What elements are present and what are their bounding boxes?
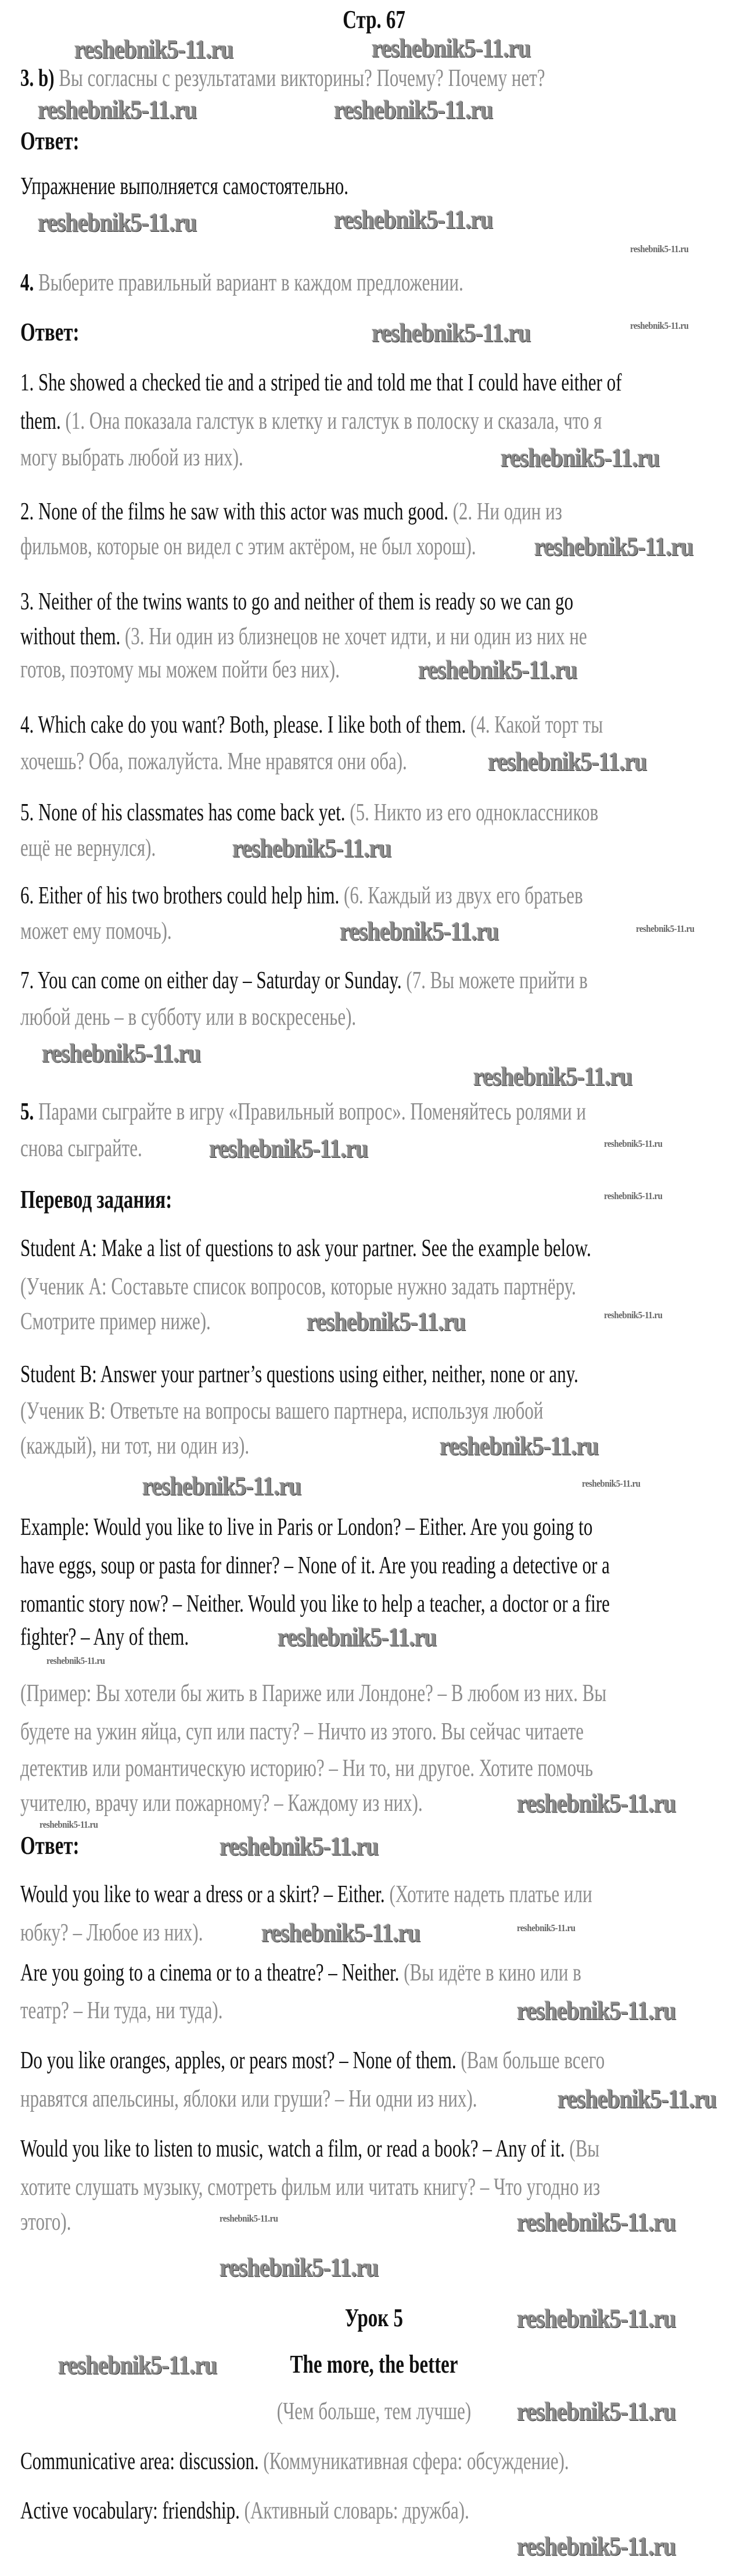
watermark: reshebnik5-11.ru xyxy=(630,244,689,255)
watermark: reshebnik5-11.ru xyxy=(372,317,531,348)
russian-translation: Вы согласны с результатами викторины? Почему? Почему нет? xyxy=(54,64,545,92)
english-text: Student B: Answer your partner’s questions using either, neither, none or any. xyxy=(20,1360,578,1388)
heading-text: Стр. 67 xyxy=(343,6,405,34)
text-line xyxy=(20,1679,606,1707)
russian-translation: этого). xyxy=(20,2208,71,2236)
russian-translation: Выберите правильный вариант в каждом предложении. xyxy=(34,268,463,296)
watermark: reshebnik5-11.ru xyxy=(220,2213,278,2225)
russian-translation: готов, поэтому мы можем пойти без них). xyxy=(20,655,340,683)
watermark: reshebnik5-11.ru xyxy=(473,1061,632,1092)
russian-translation: (3. Ни один из близнецов не хочет идти, и ни один из них не xyxy=(120,622,587,650)
text-line xyxy=(20,497,562,526)
section-heading xyxy=(20,1186,172,1214)
watermark: reshebnik5-11.ru xyxy=(418,654,577,685)
russian-translation: (Коммуникативная сфера: обсуждение). xyxy=(258,2447,569,2475)
text-line xyxy=(20,2173,600,2201)
watermark: reshebnik5-11.ru xyxy=(220,2252,379,2283)
text-line xyxy=(20,532,476,561)
section-heading xyxy=(20,318,80,347)
text-line xyxy=(20,917,172,945)
text-line xyxy=(20,622,587,651)
russian-translation: (Чем больше, тем лучше) xyxy=(276,2397,472,2425)
text-line xyxy=(20,1272,576,1301)
russian-translation: Смотрите пример ниже). xyxy=(20,1307,211,1335)
russian-translation: фильмов, которые он видел с этим актёром, не был хорош). xyxy=(20,532,476,560)
watermark: reshebnik5-11.ru xyxy=(517,1995,676,2026)
english-text: without them. xyxy=(20,622,121,650)
english-text: have eggs, soup or pasta for dinner? – None of it. Are you reading a detective or a xyxy=(20,1551,610,1579)
russian-translation: (2. Ни один из xyxy=(448,497,562,525)
section-heading xyxy=(343,6,405,34)
english-text: Are you going to a cinema or to a theatre? – Neither. xyxy=(20,1958,400,1986)
russian-translation: могу выбрать любой из них). xyxy=(20,443,243,471)
text-line xyxy=(20,798,598,827)
watermark: reshebnik5-11.ru xyxy=(630,321,689,332)
text-line xyxy=(20,2085,477,2113)
english-text: them. xyxy=(20,407,61,435)
heading-text: Урок 5 xyxy=(344,2304,404,2333)
russian-translation: учителю, врачу или пожарному? – Каждому из них). xyxy=(20,1789,423,1817)
english-text: 2. None of the films he saw with this actor was much good. xyxy=(20,497,448,525)
text-line xyxy=(20,443,243,472)
exercise-number: 3. b) xyxy=(20,64,55,92)
watermark: reshebnik5-11.ru xyxy=(517,2303,676,2334)
text-line xyxy=(20,1789,423,1817)
english-text: Example: Would you like to live in Paris or London? – Either. Are you going to xyxy=(20,1513,593,1541)
russian-translation: нравятся апельсины, яблоки или груши? – Ни одни из них). xyxy=(20,2085,477,2112)
english-text: romantic story now? – Neither. Would you like to help a teacher, a doctor or a fire xyxy=(20,1590,610,1617)
text-line xyxy=(20,1397,543,1425)
russian-translation: хотите слушать музыку, смотреть фильм или читать книгу? – Что угодно из xyxy=(20,2173,600,2201)
watermark: reshebnik5-11.ru xyxy=(142,1470,301,1501)
text-line xyxy=(20,881,583,910)
russian-translation: (Ученик А: Составьте список вопросов, которые нужно задать партнёру. xyxy=(20,1272,576,1300)
russian-translation: (Вы xyxy=(564,2134,600,2162)
russian-translation: (Активный словарь: дружба). xyxy=(239,2496,469,2524)
russian-translation: любой день – в субботу или в воскресенье). xyxy=(20,1003,357,1031)
text-line xyxy=(20,834,156,862)
watermark: reshebnik5-11.ru xyxy=(74,34,233,64)
english-text: Communicative area: discussion. xyxy=(20,2447,259,2475)
english-text: 7. You can come on either day – Saturday or Sunday. xyxy=(20,966,402,994)
russian-translation: будете на ужин яйца, суп или пасту? – Ничто из этого. Вы сейчас читаете xyxy=(20,1717,584,1745)
watermark: reshebnik5-11.ru xyxy=(334,204,493,235)
watermark: reshebnik5-11.ru xyxy=(582,1479,641,1490)
heading-text: Ответ: xyxy=(20,318,80,347)
text-line xyxy=(20,2447,569,2475)
text-line xyxy=(20,747,407,776)
russian-translation: снова сыграйте. xyxy=(20,1134,142,1162)
text-line xyxy=(20,587,573,616)
watermark: reshebnik5-11.ru xyxy=(307,1306,466,1337)
text-line xyxy=(20,64,545,92)
russian-translation: (7. Вы можете прийти в xyxy=(401,966,588,994)
english-text: Do you like oranges, apples, or pears most? – None of them. xyxy=(20,2046,456,2074)
text-line xyxy=(20,966,588,995)
english-text: Active vocabulary: friendship. xyxy=(20,2496,240,2524)
russian-translation: (4. Какой торт ты xyxy=(466,711,603,738)
text-line xyxy=(20,1590,610,1618)
text-line xyxy=(20,1431,249,1460)
text-line xyxy=(20,1623,189,1651)
text-line xyxy=(20,2208,71,2236)
russian-translation: (Ученик В: Ответьте на вопросы вашего партнера, используя любой xyxy=(20,1397,544,1425)
english-text: Student A: Make a list of questions to ask your partner. See the example below. xyxy=(20,1234,591,1262)
english-text: Would you like to listen to music, watch a film, or read a book? – Any of it. xyxy=(20,2134,565,2162)
text-line xyxy=(20,2046,605,2075)
watermark: reshebnik5-11.ru xyxy=(604,1139,663,1150)
text-line xyxy=(20,1880,592,1908)
english-text: 3. Neither of the twins wants to go and neither of them is ready so we can go xyxy=(20,587,574,615)
text-line xyxy=(20,1307,211,1336)
watermark: reshebnik5-11.ru xyxy=(534,531,693,562)
watermark: reshebnik5-11.ru xyxy=(39,1820,98,1831)
section-heading xyxy=(20,1832,80,1860)
watermark: reshebnik5-11.ru xyxy=(261,1917,420,1948)
watermark: reshebnik5-11.ru xyxy=(501,442,660,473)
watermark: reshebnik5-11.ru xyxy=(38,94,197,125)
text-line xyxy=(20,1003,356,1031)
text-line xyxy=(20,1754,593,1782)
watermark: reshebnik5-11.ru xyxy=(58,2349,217,2380)
english-text: Упражнение выполняется самостоятельно. xyxy=(20,172,349,200)
english-text: 5. None of his classmates has come back yet. xyxy=(20,798,346,826)
russian-translation: (Пример: Вы хотели бы жить в Париже или Лондоне? – В любом из них. Вы xyxy=(20,1679,607,1707)
text-line xyxy=(20,172,348,200)
watermark: reshebnik5-11.ru xyxy=(46,1656,105,1667)
russian-translation: (1. Она показала галстук в клетку и галстук в полоску и сказала, что я xyxy=(60,407,602,435)
watermark: reshebnik5-11.ru xyxy=(636,924,695,935)
section-heading xyxy=(345,2304,403,2333)
russian-translation: (6. Каждый из двух его братьев xyxy=(339,881,583,909)
watermark: reshebnik5-11.ru xyxy=(517,2531,676,2561)
watermark: reshebnik5-11.ru xyxy=(209,1133,368,1164)
text-line xyxy=(20,1958,581,1987)
watermark: reshebnik5-11.ru xyxy=(232,833,391,863)
russian-translation: хочешь? Оба, пожалуйста. Мне нравятся они оба). xyxy=(20,747,407,775)
watermark: reshebnik5-11.ru xyxy=(220,1831,379,1861)
heading-text: The more, the better xyxy=(290,2351,458,2379)
exercise-number: 4. xyxy=(20,268,34,296)
section-heading xyxy=(20,127,80,156)
watermark: reshebnik5-11.ru xyxy=(372,33,531,63)
text-line xyxy=(20,1996,223,2025)
text-line xyxy=(20,1918,203,1947)
text-line xyxy=(20,1360,578,1389)
watermark: reshebnik5-11.ru xyxy=(440,1430,599,1461)
text-line xyxy=(20,2134,599,2163)
text-line xyxy=(20,2496,469,2525)
russian-translation: театр? – Ни туда, ни туда). xyxy=(20,1996,223,2024)
text-line xyxy=(20,368,622,397)
text-line xyxy=(20,1513,592,1541)
watermark: reshebnik5-11.ru xyxy=(517,2207,676,2237)
watermark: reshebnik5-11.ru xyxy=(278,1621,437,1652)
russian-translation: (Вы идёте в кино или в xyxy=(399,1958,581,1986)
text-line xyxy=(20,407,602,435)
russian-translation: ещё не вернулся). xyxy=(20,834,156,862)
english-text: 1. She showed a checked tie and a striped tie and told me that I could have either of xyxy=(20,368,622,396)
text-line xyxy=(20,1717,584,1746)
section-heading xyxy=(290,2351,458,2379)
russian-translation: юбку? – Любое из них). xyxy=(20,1918,203,1946)
text-line xyxy=(20,1134,142,1163)
text-line xyxy=(20,268,463,297)
exercise-number: 5. xyxy=(20,1097,34,1125)
russian-translation: (каждый), ни тот, ни один из). xyxy=(20,1431,250,1459)
watermark: reshebnik5-11.ru xyxy=(38,207,197,238)
watermark: reshebnik5-11.ru xyxy=(604,1310,663,1321)
text-line xyxy=(20,1234,591,1262)
text-line xyxy=(20,1551,610,1580)
watermark: reshebnik5-11.ru xyxy=(558,2083,717,2114)
heading-text: Ответ: xyxy=(20,127,80,156)
russian-translation: (Хотите надеть платье или xyxy=(384,1880,592,1908)
russian-translation: (Вам больше всего xyxy=(456,2046,605,2074)
russian-translation: Парами сыграйте в игру «Правильный вопрос». Поменяйтесь ролями и xyxy=(34,1097,587,1125)
watermark: reshebnik5-11.ru xyxy=(488,746,647,777)
english-text: Would you like to wear a dress or a skirt? – Either. xyxy=(20,1880,385,1908)
text-line xyxy=(20,1097,586,1126)
text-line xyxy=(277,2397,471,2426)
text-line xyxy=(20,711,603,739)
english-text: fighter? – Any of them. xyxy=(20,1623,189,1651)
russian-translation: (5. Никто из его одноклассников xyxy=(345,798,599,826)
watermark: reshebnik5-11.ru xyxy=(517,1923,576,1934)
watermark: reshebnik5-11.ru xyxy=(517,2396,676,2427)
watermark: reshebnik5-11.ru xyxy=(604,1191,663,1202)
english-text: 4. Which cake do you want? Both, please. I like both of them. xyxy=(20,711,466,738)
watermark: reshebnik5-11.ru xyxy=(340,916,499,946)
heading-text: Перевод задания: xyxy=(20,1186,172,1214)
watermark: reshebnik5-11.ru xyxy=(517,1788,676,1818)
russian-translation: детектив или романтическую историю? – Ни то, ни другое. Хотите помочь xyxy=(20,1754,594,1782)
heading-text: Ответ: xyxy=(20,1832,80,1860)
watermark: reshebnik5-11.ru xyxy=(42,1038,201,1068)
text-line xyxy=(20,655,340,684)
english-text: 6. Either of his two brothers could help him. xyxy=(20,881,340,909)
russian-translation: может ему помочь). xyxy=(20,917,172,945)
watermark: reshebnik5-11.ru xyxy=(334,94,493,125)
